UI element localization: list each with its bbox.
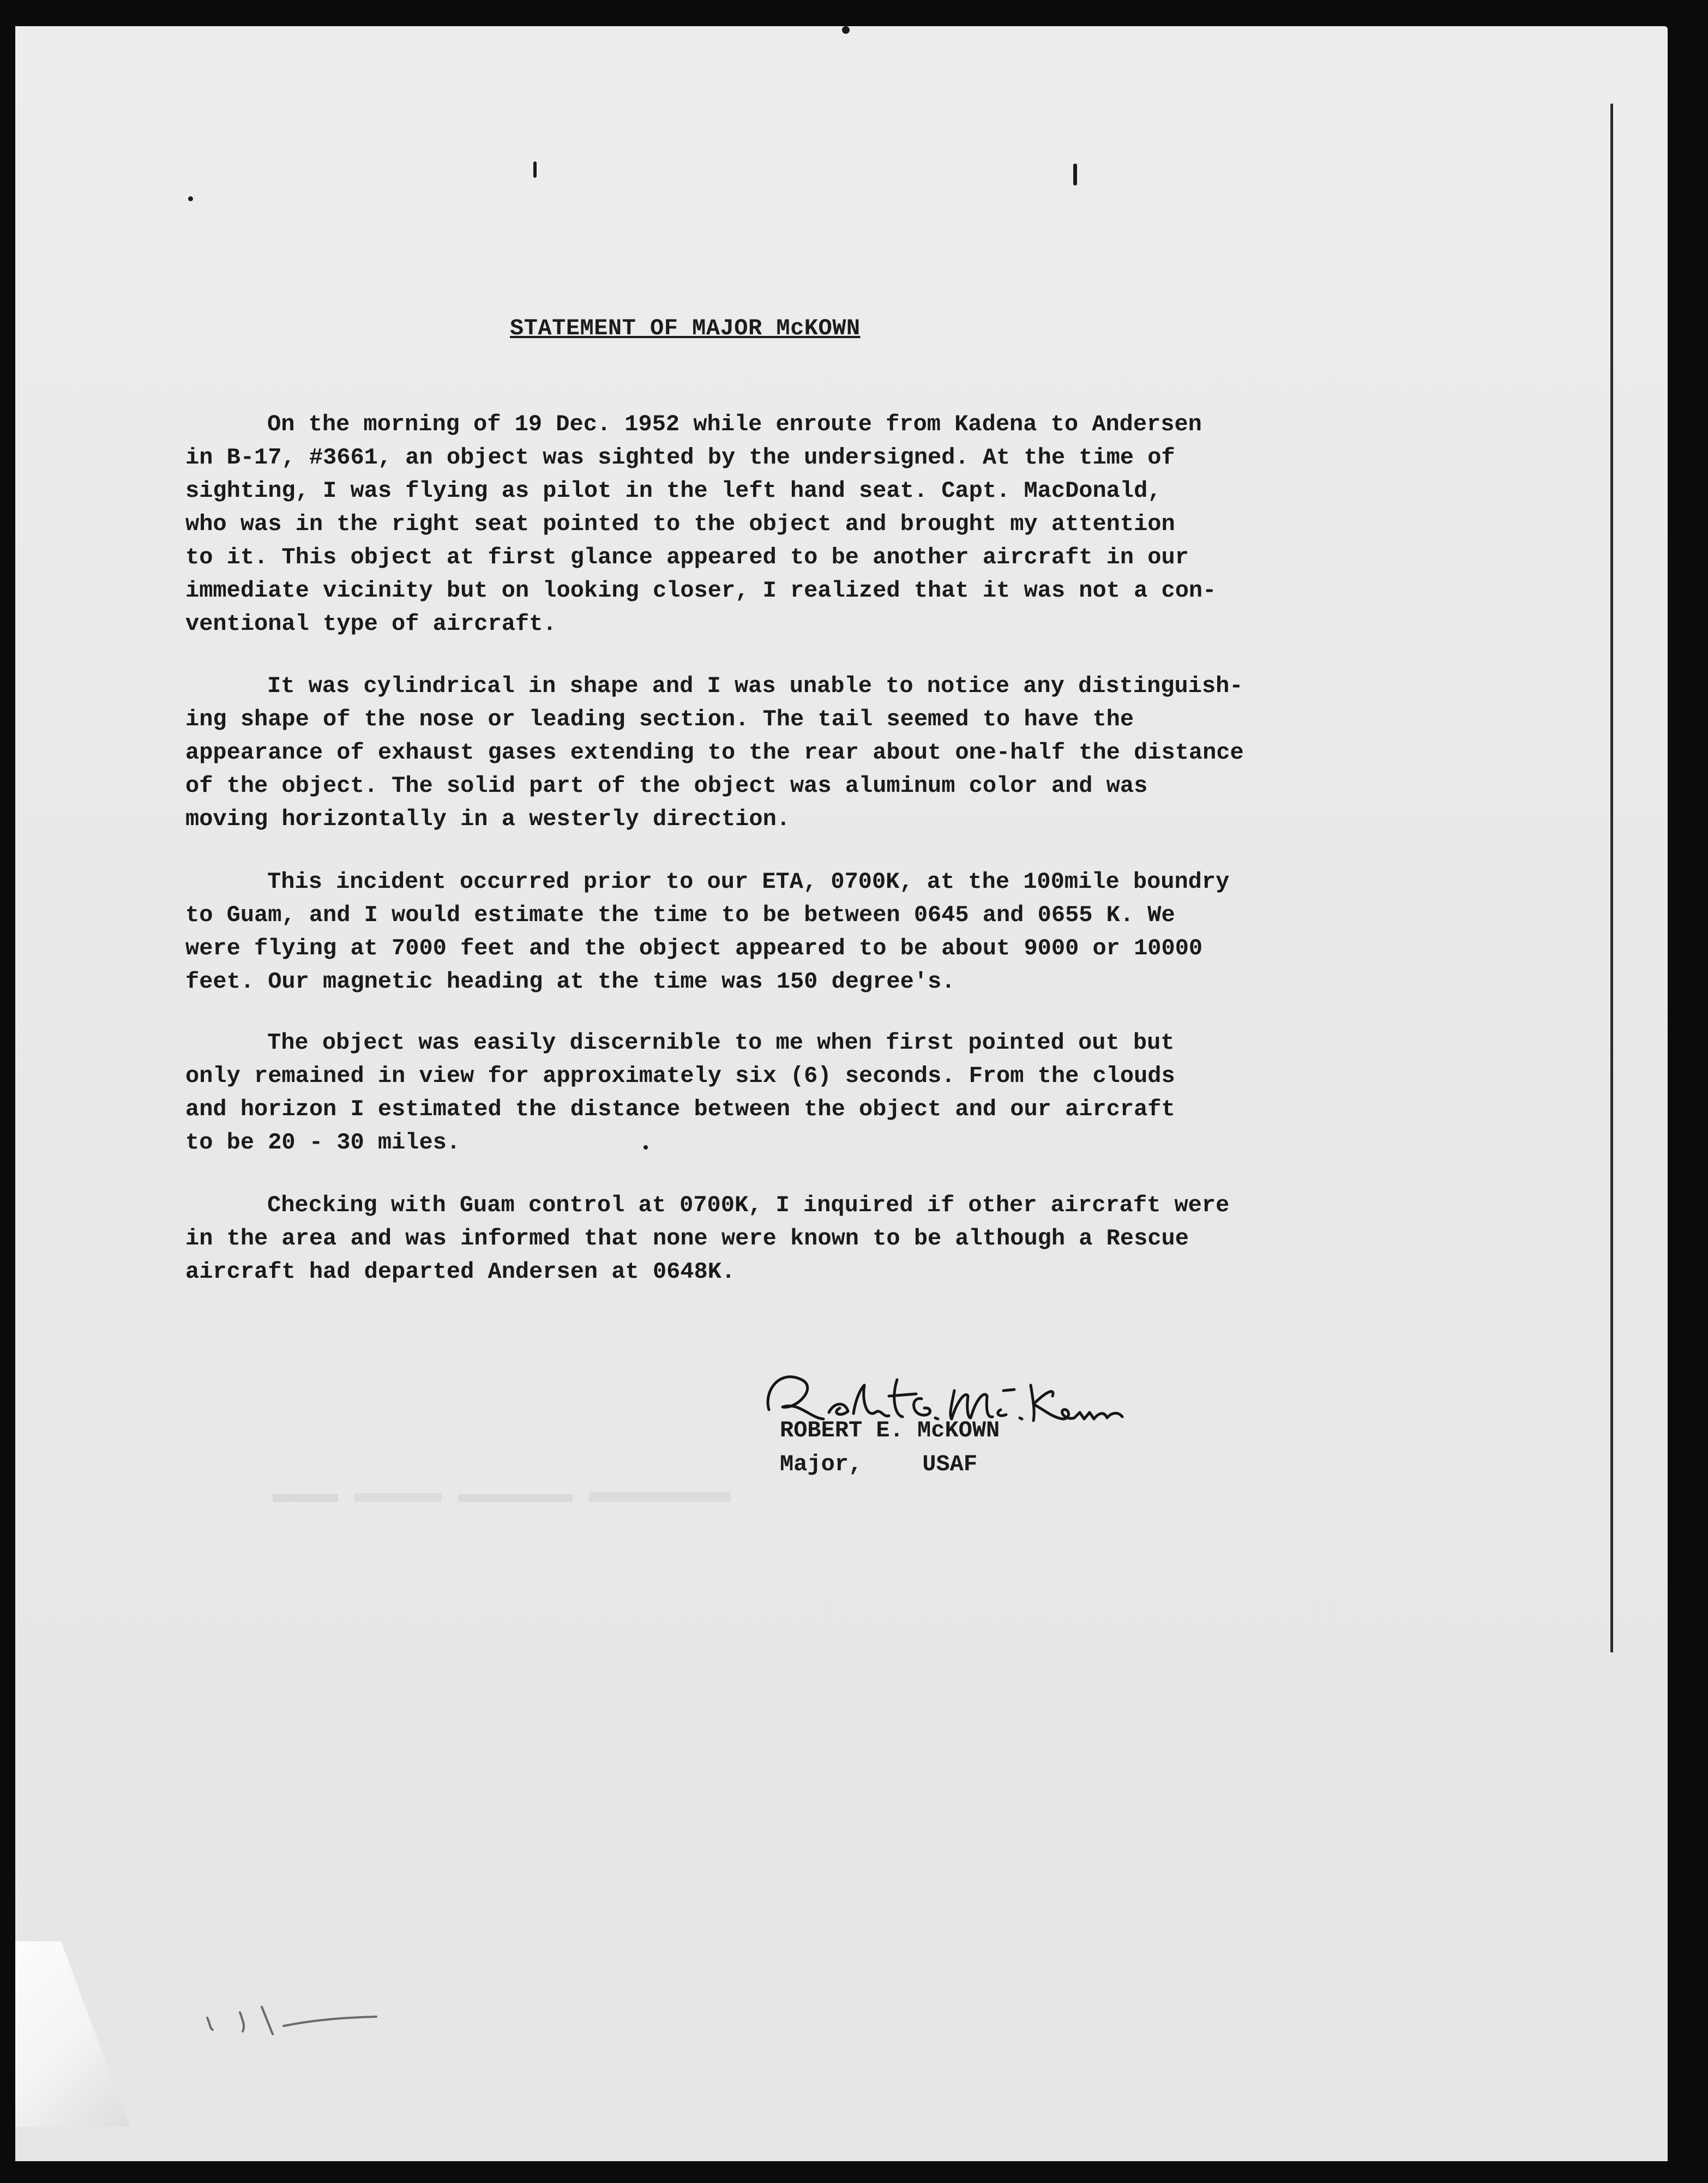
text-line: and horizon I estimated the distance between the object and our aircraft [185, 1096, 1175, 1122]
text-line: in B-17, #3661, an object was sighted by the undersigned. At the time of [185, 444, 1175, 471]
text-line: in the area and was informed that none were known to be although a Rescue [185, 1225, 1189, 1252]
text-line: This incident occurred prior to our ETA, 0700K, at the 100mile boundry [267, 869, 1230, 895]
text-line: were flying at 7000 feet and the object appeared to be about 9000 or 10000 [185, 935, 1203, 961]
paragraph-timing [185, 865, 1462, 999]
text-line: It was cylindrical in shape and I was unable to notice any distinguish- [267, 673, 1243, 699]
signer-rank: Major, [780, 1451, 863, 1477]
paragraph-duration [185, 1026, 1462, 1159]
text-line: to be 20 - 30 miles. [185, 1129, 461, 1156]
signer-name: ROBERT E. McKOWN [780, 1417, 1000, 1444]
text-line: The object was easily discernible to me when first pointed out but [267, 1030, 1175, 1056]
text-line: to Guam, and I would estimate the time to be between 0645 and 0655 K. We [185, 902, 1175, 928]
text-line: ing shape of the nose or leading section. The tail seemed to have the [185, 706, 1134, 732]
text-line: feet. Our magnetic heading at the time was 150 degree's. [185, 969, 955, 995]
text-line: appearance of exhaust gases extending to the rear about one-half the distance [185, 739, 1244, 766]
margin-rule [1610, 104, 1613, 1652]
ink-speck [188, 196, 193, 201]
text-line: of the object. The solid part of the object was aluminum color and was [185, 773, 1148, 799]
text-line: sighting, I was flying as pilot in the left hand seat. Capt. MacDonald, [185, 478, 1162, 504]
text-line: to it. This object at first glance appeared to be another aircraft in our [185, 544, 1189, 570]
text-line: moving horizontally in a westerly direction. [185, 806, 790, 832]
signature-block [780, 1414, 1000, 1481]
paragraph-description [185, 670, 1462, 836]
signer-title [780, 1447, 1000, 1481]
paragraph-sighting [185, 408, 1462, 641]
text-line: Checking with Guam control at 0700K, I inquired if other aircraft were [267, 1192, 1230, 1218]
signer-service: USAF [922, 1451, 978, 1477]
text-line: On the morning of 19 Dec. 1952 while enroute from Kadena to Andersen [267, 411, 1202, 437]
faded-bleed-through [273, 1483, 818, 1516]
ink-speck [533, 161, 537, 178]
text-line: who was in the right seat pointed to the object and brought my attention [185, 511, 1175, 537]
text-line: ventional type of aircraft. [185, 611, 557, 637]
punch-mark [842, 26, 850, 34]
text-line: aircraft had departed Andersen at 0648K. [185, 1259, 736, 1285]
ink-speck [1073, 164, 1077, 185]
paragraph-guam-control [185, 1189, 1462, 1289]
text-line: only remained in view for approximately six (6) seconds. From the clouds [185, 1063, 1175, 1089]
pencil-annotation [196, 1996, 425, 2040]
document-title: STATEMENT OF MAJOR McKOWN [510, 315, 861, 341]
text-line: immediate vicinity but on looking closer, I realized that it was not a con- [185, 578, 1217, 604]
